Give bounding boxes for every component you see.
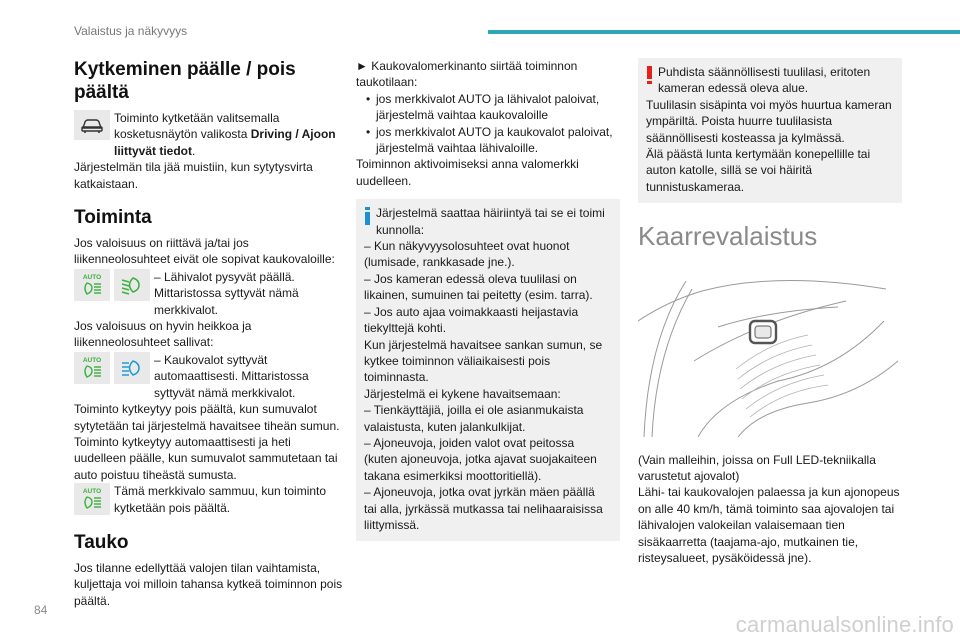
page-number: 84 xyxy=(34,603,48,617)
state-memory-text: Järjestelmän tila jää muistiin, kun sytytysvirta katkaistaan. xyxy=(74,160,313,191)
column-right xyxy=(638,58,902,567)
svg-text:AUTO: AUTO xyxy=(82,356,102,364)
fog-on-text: Toiminto kytkeytyy automaattisesti ja heti uudelleen päälle, kun sumuvalot sammutetaan tai auto poistuu tiheästä sumusta. xyxy=(74,434,338,482)
svg-text:AUTO: AUTO xyxy=(82,273,102,281)
reactivate-text: Toiminnon aktivoimiseksi anna valomerkki uudelleen. xyxy=(356,157,579,188)
note-line: – Kun näkyvyysolosuhteet ovat huonot (lumisade, rankkasade jne.). xyxy=(364,239,570,270)
list-item: • jos merkkivalot AUTO ja lähivalot paloivat, järjestelmä vaihtaa kaukovaloille xyxy=(366,91,620,124)
cornering-description: Lähi- tai kaukovalojen palaessa ja kun ajonopeus on alle 40 km/h, tämä toiminto saa ajovalojen tai lähivalojen valokeilan valaisemaan tien sisäkaarretta (taajama-ajo, mutkainen tie, risteysalueet, pysäköidessä jne). xyxy=(638,485,900,566)
column-middle xyxy=(356,58,620,541)
auto-high-beam-indicator-icon xyxy=(74,352,110,384)
high-beam-indicator-icon xyxy=(114,352,150,384)
warning-note xyxy=(638,58,902,203)
note-line: Älä päästä lunta kertymään konepellille tai auton katolle, sillä se voi häiritä tunnistuskameraa. xyxy=(646,147,871,194)
note-line: – Ajoneuvoja, jotka ovat jyrkän mäen päällä tai alla, jyrkässä mutkassa tai nelihaaraisissa liittymissä. xyxy=(364,485,603,532)
auto-indicator-row xyxy=(74,483,346,516)
running-header: Valaistus ja näkyvyys xyxy=(74,24,188,38)
car-driving-menu-icon xyxy=(74,110,110,140)
high-beam-text: – Kaukovalot syttyvät automaattisesti. Mittaristossa syttyvät nämä merkkivalot. xyxy=(154,352,309,400)
high-beam-indicator-row xyxy=(74,352,346,401)
menu-path: Driving / Ajoon liittyvät tiedot xyxy=(114,127,336,158)
info-icon xyxy=(364,205,370,238)
column-left xyxy=(74,58,346,609)
low-beam-indicator-row xyxy=(74,269,346,318)
info-note xyxy=(356,199,620,541)
cornering-light-illustration xyxy=(638,261,902,437)
warning-icon xyxy=(646,64,652,97)
note-line: Järjestelmä ei kykene havaitsemaan: xyxy=(364,386,561,401)
auto-high-beam-indicator-icon xyxy=(74,269,110,301)
note-line: – Jos kameran edessä oleva tuulilasi on likainen, sumuinen tai peitetty (esim. tarra). xyxy=(364,271,593,303)
note-line: – Jos auto ajaa voimakkaasti heijastavia tiekylttejä kohti. xyxy=(364,304,579,336)
low-beam-indicator-icon xyxy=(114,269,150,301)
flash-bullets xyxy=(356,91,620,157)
flash-paragraph: ► Kaukovalomerkinanto siirtää toiminnon taukotilaan: xyxy=(356,59,578,90)
svg-text:AUTO: AUTO xyxy=(82,488,102,496)
fog-off-text: Toiminto kytkeytyy pois päältä, kun sumuvalot sytytetään tai järjestelmä havaitsee tiheän sumun. xyxy=(74,402,340,433)
heading-operation: Toiminta xyxy=(74,207,152,229)
menu-instruction-text: Toiminto kytketään valitsemalla kosketusnäytön valikosta xyxy=(114,111,280,142)
list-item: • jos merkkivalot AUTO ja kaukovalot paloivat, järjestelmä vaihtaa lähivaloille. xyxy=(366,124,620,157)
note-line: Kun järjestelmä havaitsee sankan sumun, se kytkee toiminnon väliaikaisesti pois toiminnasta. xyxy=(364,337,603,385)
paragraph-dark: Jos valoisuus on hyvin heikkoa ja liikenneolosuhteet sallivat: xyxy=(74,319,252,350)
warning-note-intro: Puhdista säännöllisesti tuulilasi, eritoten kameran edessä oleva alue. xyxy=(658,65,871,96)
heading-pause: Tauko xyxy=(74,531,129,553)
menu-instruction: Toiminto kytketään valitsemalla kosketusnäytön valikosta Driving / Ajoon liittyvät tiedot. xyxy=(74,110,346,159)
header-accent-bar xyxy=(488,30,960,34)
low-beam-text: – Lähivalot pysyvät päällä. Mittaristossa syttyvät nämä merkkivalot. xyxy=(154,269,299,317)
note-line: – Tienkäyttäjiä, joilla ei ole asianmukaista valaistusta, kuten jalankulkijat. xyxy=(364,403,584,434)
heading-cornering-light: Kaarrevalaistus xyxy=(638,221,818,252)
info-note-intro: Järjestelmä saattaa häiriintyä tai se ei toimi kunnolla: xyxy=(376,206,605,237)
auto-high-beam-indicator-icon xyxy=(74,483,110,515)
cornering-scope-text: (Vain malleihin, joissa on Full LED-tekniikalla varustetut ajovalot) xyxy=(638,452,876,484)
note-line: – Ajoneuvoja, joiden valot ovat peitossa (kuten ajoneuvoja, jotka ajavat suojakaiteen takana esimerkiksi moottoritiellä). xyxy=(364,435,597,483)
paragraph-bright: Jos valoisuus on riittävä ja/tai jos liikenneolosuhteet eivät ole sopivat kaukovaloille: xyxy=(74,236,335,267)
heading-switching: Kytkeminen päälle / pois päältä xyxy=(74,59,296,103)
auto-indicator-text: Tämä merkkivalo sammuu, kun toiminto kytketään pois päältä. xyxy=(114,484,327,515)
pause-text: Jos tilanne edellyttää valojen tilan vaihtamista, kuljettaja voi milloin tahansa kytkeä toiminnon pois päältä. xyxy=(74,560,343,608)
watermark: carmanualsonline.info xyxy=(735,612,954,637)
note-line: Tuulilasin sisäpinta voi myös huurtua kameran ympäriltä. Poista huurre tuulilasista säännöllisesti kosteassa ja kylmässä. xyxy=(646,97,892,145)
